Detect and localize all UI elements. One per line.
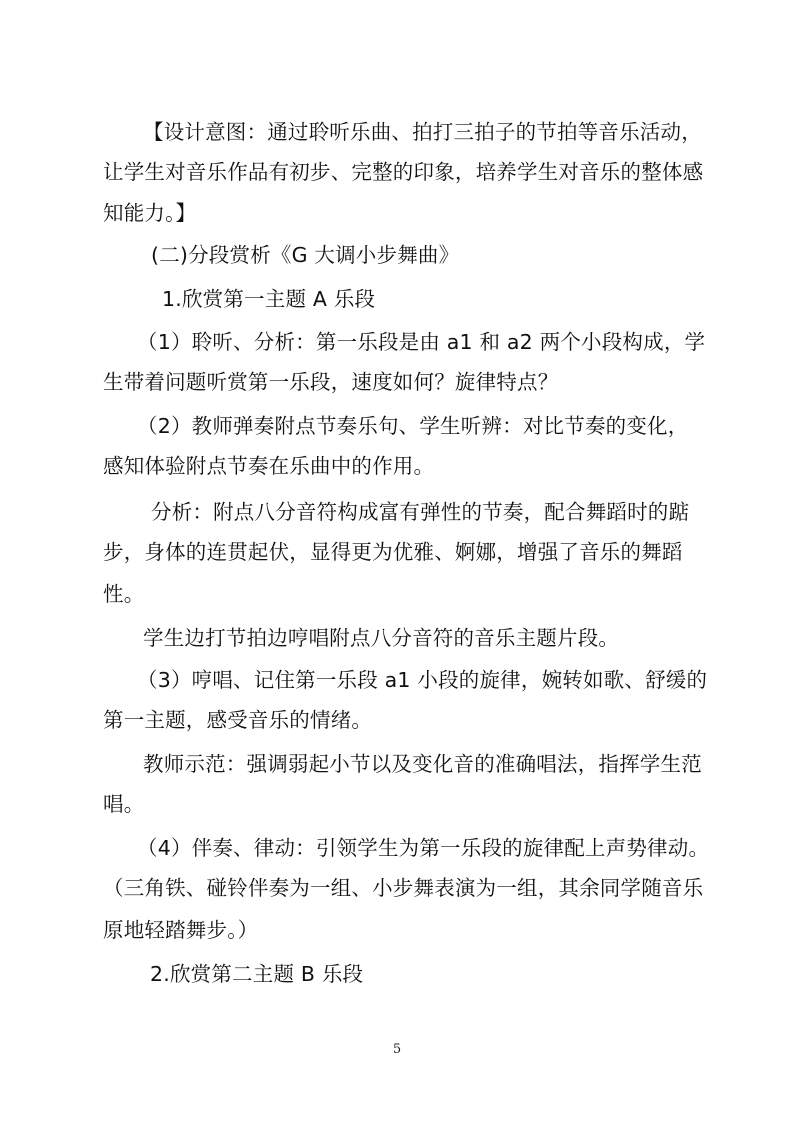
teacher-demo-line-1: 教师示范：强调弱起小节以及变化音的准确唱法，指挥学生范 xyxy=(143,752,702,776)
paragraph-4-line-2: （三角铁、碰铃伴奏为一组、小步舞表演为一组，其余同学随音乐 xyxy=(103,876,704,900)
design-intent-line-3: 知能力。】 xyxy=(103,201,197,225)
paragraph-2-line-1: （2）教师弹奏附点节奏乐句、学生听辨：对比节奏的变化， xyxy=(137,414,689,438)
design-intent-line-1: 【设计意图：通过聆听乐曲、拍打三拍子的节拍等音乐活动， xyxy=(143,120,702,144)
subsection-heading-2: 2.欣赏第二主题 B 乐段 xyxy=(150,962,364,986)
analysis-line-3: 性。 xyxy=(103,582,145,606)
paragraph-1-line-1: （1）聆听、分析：第一乐段是由 a1 和 a2 两个小段构成，学 xyxy=(137,330,706,354)
section-heading: (二)分段赏析《G 大调小步舞曲》 xyxy=(151,243,460,267)
paragraph-3-line-1: （3）哼唱、记住第一乐段 a1 小段的旋律，婉转如歌、舒缓的 xyxy=(137,668,708,692)
analysis-line-2: 步，身体的连贯起伏，显得更为优雅、婀娜，增强了音乐的舞蹈 xyxy=(103,540,683,564)
analysis-line-1: 分析：附点八分音符构成富有弹性的节奏，配合舞蹈时的踮 xyxy=(151,500,690,524)
paragraph-4-line-3: 原地轻踏舞步。） xyxy=(103,918,259,942)
subsection-heading-1: 1.欣赏第一主题 A 乐段 xyxy=(162,287,376,311)
teacher-demo-line-2: 唱。 xyxy=(103,792,145,816)
page-number: 5 xyxy=(392,1042,402,1057)
paragraph-1-line-2: 生带着问题听赏第一乐段，速度如何？旋律特点？ xyxy=(103,370,559,394)
student-activity-line: 学生边打节拍边哼唱附点八分音符的音乐主题片段。 xyxy=(143,626,620,650)
paragraph-2-line-2: 感知体验附点节奏在乐曲中的作用。 xyxy=(103,454,435,478)
design-intent-line-2: 让学生对音乐作品有初步、完整的印象，培养学生对音乐的整体感 xyxy=(103,160,704,184)
paragraph-3-line-2: 第一主题，感受音乐的情绪。 xyxy=(103,708,373,732)
paragraph-4-line-1: （4）伴奏、律动：引领学生为第一乐段的旋律配上声势律动。 xyxy=(137,836,710,860)
